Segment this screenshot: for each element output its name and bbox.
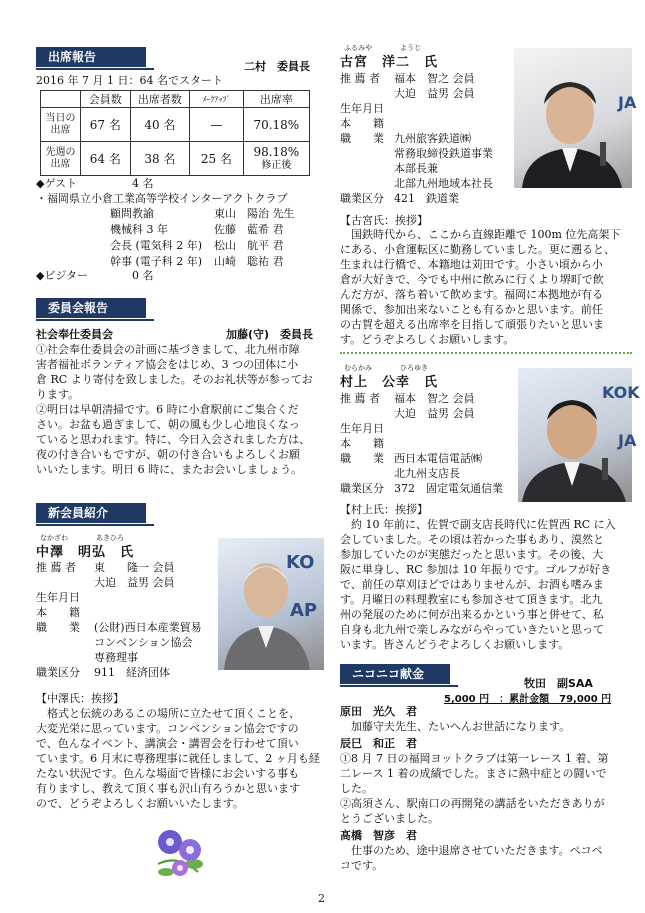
guest-list: [110, 206, 320, 270]
greeting-title: 【古宮氏：挨拶】: [340, 214, 428, 227]
profile-row: [36, 635, 216, 650]
row-label: 先週の 出席: [41, 142, 81, 176]
profile-row: [340, 71, 520, 86]
table-header-cell: 出席率: [243, 91, 309, 108]
profile-value: コンベンション協会: [94, 636, 193, 649]
profile-value: 福本 智之 会員: [394, 392, 475, 405]
nikoniko-entries: [340, 704, 632, 873]
member-name-ruby: むらかみ ひろゆき: [344, 364, 428, 372]
row-attendees: 40 名: [130, 108, 189, 142]
page-number: 2: [318, 892, 325, 905]
report-line: さい。お盆も過ぎまして、朝の風も少し心地良くなっ: [36, 418, 300, 431]
list-item: [110, 206, 320, 222]
table-row: [41, 142, 310, 176]
profile-value: 西日本電信電話㈱: [394, 452, 482, 465]
guest-name: 山崎 聡祐 君: [214, 255, 284, 268]
profile-value: 大迫 益男 会員: [394, 87, 475, 100]
report-line: ていると思われます。特に、今日入会されました方は、: [36, 433, 311, 446]
profile-row: [340, 391, 520, 406]
member-photo: [518, 368, 640, 502]
member-photo: [218, 538, 324, 670]
profile-row: [340, 451, 520, 466]
profile-label: 本 籍: [340, 437, 384, 450]
visitor-count: ◆ビジター 0 名: [36, 269, 154, 282]
attendance-date-line: 2016 年 7 月 1 日：64 名でスタート: [36, 74, 223, 87]
report-line: いいたします。明日 6 時に、またお会いしましょう。: [36, 463, 303, 476]
donor-message: ①8 月 7 日の福岡ヨットクラブは第一レース 1 着、第: [340, 752, 609, 765]
profile-value: 九州旅客鉄道㈱: [394, 132, 471, 145]
report-line: 夜の付き合いもですが、朝の付き合いもよろしくお願: [36, 448, 300, 461]
profile-value: 専務理事: [94, 651, 138, 664]
profile-row: [340, 176, 520, 191]
guest-name: 東山 陽治 先生: [214, 207, 295, 220]
row-rate: [243, 142, 309, 176]
table-row: [41, 108, 310, 142]
profile-row: [36, 575, 216, 590]
profile-row: [36, 560, 216, 575]
profile-label: 推 薦 者: [340, 392, 380, 405]
report-line: ります。: [36, 388, 80, 401]
committee-reporter: 加藤(守) 委員長: [226, 328, 314, 341]
profile-label: 職 業: [340, 452, 384, 465]
committee-header: 委員会報告: [36, 298, 146, 318]
profile-label: 生年月日: [340, 422, 384, 435]
profile-row: [340, 191, 520, 206]
profile-label: 生年月日: [340, 102, 384, 115]
committee-title: 社会奉仕委員会: [36, 328, 113, 341]
row-label: 当日の 出席: [41, 108, 81, 142]
nikoniko-total: 5,000 円 ：累計金額 79,000 円: [444, 694, 612, 705]
table-header-row: [41, 91, 310, 108]
person-silhouette-icon: [514, 48, 637, 188]
guest-name: 松山 航平 君: [214, 239, 284, 252]
profile-value: 福本 智之 会員: [394, 72, 475, 85]
donor-message: した。: [340, 782, 373, 795]
person-silhouette-icon: [518, 368, 640, 502]
guest-role: 会長 (電気科 2 年): [110, 239, 203, 252]
member-name-ruby: なかざわ あきひろ: [40, 534, 124, 542]
guest-count: ◆ゲスト 4 名: [36, 177, 154, 190]
attendance-table: [40, 90, 310, 176]
table-header-cell: 会員数: [80, 91, 130, 108]
attendance-reporter: 二村 委員長: [244, 60, 310, 73]
morning-glory-icon: [148, 824, 212, 884]
rate-note: 修正後: [261, 159, 292, 171]
profile-value: 本部長兼: [394, 162, 438, 175]
row-members: 67 名: [80, 108, 130, 142]
report-line: 倉 RC より寄付を致しました。そのお礼状等が参ってお: [36, 373, 313, 386]
profile-row: [340, 466, 520, 481]
member-profile: [340, 71, 520, 206]
guest-role: 幹事 (電子科 2 年): [110, 255, 203, 268]
profile-value: 911 経済団体: [94, 666, 170, 679]
profile-value: 大迫 益男 会員: [94, 576, 175, 589]
greeting-title: 【村上氏：挨拶】: [340, 503, 428, 516]
list-item: [110, 238, 320, 254]
guest-role: 機械科 3 年: [110, 223, 168, 236]
profile-row: [36, 665, 216, 680]
profile-label: 職業区分: [36, 666, 80, 679]
profile-row: [340, 131, 520, 146]
profile-row: [340, 161, 520, 176]
donor-message: 二レース 1 着の成績でした。まさに熱中症との闘いで: [340, 767, 607, 780]
profile-row: [340, 481, 520, 496]
profile-row: [36, 620, 216, 635]
donor-name: 髙橋 智彦 君: [340, 829, 417, 842]
profile-row: [36, 650, 216, 665]
svg-text:JA: JA: [618, 93, 637, 112]
report-line: ①社会奉仕委員会の計画に基づきまして、北九州市障: [36, 343, 300, 356]
svg-text:KO: KO: [286, 552, 315, 573]
profile-label: 職業区分: [340, 482, 384, 495]
profile-row: [340, 146, 520, 161]
svg-text:AP: AP: [290, 600, 318, 621]
row-makeup: 25 名: [190, 142, 244, 176]
new-members-header: 新会員紹介: [36, 503, 146, 523]
donor-message: とうございました。: [340, 812, 439, 825]
profile-label: 生年月日: [36, 591, 80, 604]
donor-message: 加藤守夫先生、たいへんお世話になります。: [340, 720, 571, 733]
profile-value: 北九州支店長: [394, 467, 460, 480]
list-item: [110, 222, 320, 238]
flower-illustration: [148, 824, 212, 884]
profile-label: 本 籍: [36, 606, 80, 619]
table-header-cell: 出席者数: [130, 91, 189, 108]
report-line: 害者福祉ボランティア協会をはじめ、3 つの団体に小: [36, 358, 299, 371]
greeting-text: 格式と伝統のあるこの場所に立たせて頂くことを、 大変光栄に思っています。コンベンション協会ですの で、色んなイベント、講演会・講習会を行わせて頂い ています。6 月末に専務理事に就任しまして、2 ヶ月も経 たない状況です。色んな場面で皆様にお会いする事も 有りますし、教えて頂く事も沢山有ろうかと思います ので、どうぞよろしくお願いいたします。: [36, 707, 320, 810]
greeting-text: 国鉄時代から、ここから直線距離で 100m 位先高架下 にある、小倉運転区に勤務していました。更に遡ると、 生まれは行橋で、本籍地は苅田です。小さい頃から小 倉が大好きで、今でも中州に飲みに行くより堺町で飲 んだ方が、落ち着いて飲めます。福岡に本拠地が有る 関係で、参加出来ないことも有るかと思います。前任 の古賀を超える出席率を目指して頑張りたいと思いま す。どうぞよろしくお願いします。: [340, 228, 621, 346]
profile-label: 職 業: [36, 621, 80, 634]
profile-value: 北部九州地域本社長: [394, 177, 493, 190]
profile-label: 推 薦 者: [36, 561, 76, 574]
donor-name: 辰巳 和正 君: [340, 737, 417, 750]
member-photo: [514, 48, 637, 188]
member-profile: [340, 391, 520, 496]
attendance-header: 出席報告: [36, 47, 146, 67]
donor-message: ②高須さん、駅南口の再開発の講話をいただきありが: [340, 797, 605, 810]
profile-row: [340, 406, 520, 421]
guest-role: 顧問教諭: [110, 207, 154, 220]
donor-name: 原田 光久 君: [340, 705, 417, 718]
guest-name: 佐藤 藍希 君: [214, 223, 284, 236]
person-silhouette-icon: [218, 538, 324, 670]
report-line: ②明日は早朝清掃です。6 時に小倉駅前にご集合くだ: [36, 403, 299, 416]
profile-label: 推 薦 者: [340, 72, 380, 85]
donor-message: コです。: [340, 859, 384, 872]
profile-value: 372 固定電気通信業: [394, 482, 503, 495]
svg-text:KOK: KOK: [602, 383, 640, 402]
profile-value: (公財)西日本産業貿易: [94, 621, 202, 634]
table-header-cell: [41, 91, 81, 108]
profile-value: 421 鉄道業: [394, 192, 459, 205]
profile-label: 本 籍: [340, 117, 384, 130]
profile-label: 職 業: [340, 132, 384, 145]
row-attendees: 38 名: [130, 142, 189, 176]
member-profile: [36, 560, 216, 680]
guest-organization: ・福岡県立小倉工業高等学校インターアクトクラブ: [36, 192, 288, 205]
profile-value: 大迫 益男 会員: [394, 407, 475, 420]
member-name: 中澤 明弘 氏: [36, 545, 135, 560]
nikoniko-reporter: 牧田 副SAA: [524, 677, 593, 690]
committee-report-text: [36, 342, 322, 477]
rate-value: 98.18%: [253, 144, 300, 159]
profile-value: 常務取締役鉄道事業: [394, 147, 493, 160]
row-rate: 70.18%: [243, 108, 309, 142]
profile-label: 職業区分: [340, 192, 384, 205]
member-name-ruby: ふるみや ようじ: [344, 44, 421, 52]
profile-row: [340, 86, 520, 101]
table-header-cell: ﾒｰｸｱｯﾌﾟ: [190, 91, 244, 108]
nikoniko-header: ニコニコ献金: [340, 664, 450, 684]
member-name: 村上 公幸 氏: [340, 375, 439, 390]
row-makeup: —: [190, 108, 244, 142]
member-name: 古宮 洋二 氏: [340, 55, 439, 70]
profile-value: 東 隆一 会員: [94, 561, 175, 574]
greeting-text: 約 10 年前に、佐賀で副支店長時代に佐賀西 RC に入 会していました。その頃は若かった事もあり、漠然と 参加していたのが実態だったと思います。その後、大 阪に単身し、RC 参加は 10 年振りです。ゴルフが好き で、前任の草刈ほどではありませんが、お酒も嗜みま す。月曜日の料理教室にも参加させて頂きます。北九 州の発展のために何が出来るかという事と併せて、私 自身も北九州で楽しみながらやっていきたいと思って います。皆さんどうぞよろしくお願いします。: [340, 518, 616, 651]
svg-text:JA: JA: [618, 431, 637, 450]
greeting-title: 【中澤氏：挨拶】: [36, 692, 124, 705]
section-separator: [340, 352, 632, 354]
donor-message: 仕事のため、途中退席させていただきます。ペコペ: [340, 844, 603, 857]
row-members: 64 名: [80, 142, 130, 176]
